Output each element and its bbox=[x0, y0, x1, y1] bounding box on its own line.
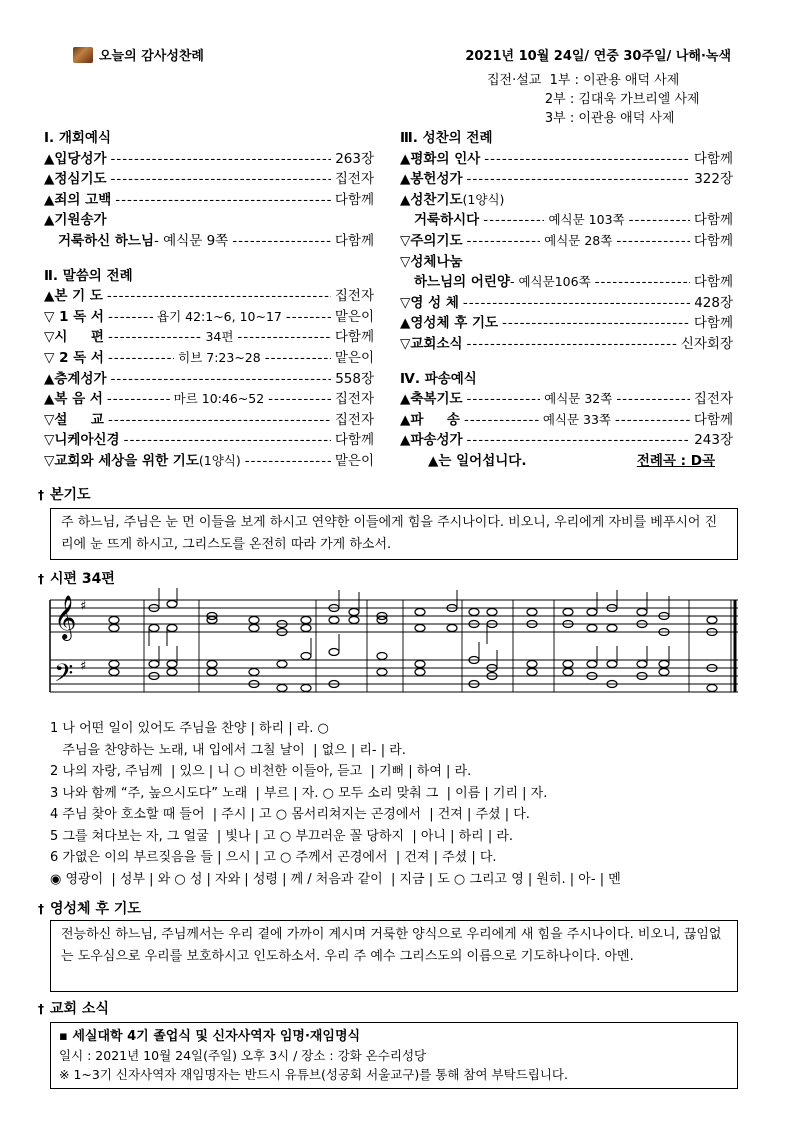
order-item: ▲영성체 후 기도 ----- 다함께 bbox=[400, 313, 733, 334]
svg-text:♯: ♯ bbox=[80, 659, 87, 674]
postcommunion-heading: † 영성체 후 기도 bbox=[38, 901, 141, 917]
bulletin-title: 오늘의 감사성찬례 bbox=[99, 49, 204, 64]
svg-text:𝄢: 𝄢 bbox=[54, 659, 74, 694]
order-item: ▽니케아신경 ----- 다함께 bbox=[44, 430, 374, 451]
presider-row-2: 2부 : 김대욱 가브리엘 사제 bbox=[487, 92, 700, 107]
order-item: ▽ 1 독 서 ----- 욥기 42:1~6, 10~17 ----- 맡은이 bbox=[44, 307, 374, 328]
order-item: ▲파 송 ----- 예식문 33쪽 ----- 다함께 bbox=[400, 410, 733, 431]
section-title-word: Ⅱ. 말씀의 전례 bbox=[44, 267, 133, 284]
order-item: 하느님의 어린양 - 예식문106쪽 ----- 다함께 bbox=[400, 272, 733, 293]
order-item: ▲죄의 고백 ----- 다함께 bbox=[44, 190, 374, 211]
order-item: ▲입당성가 ----- 263장 bbox=[44, 149, 374, 170]
section-title-dismissal: Ⅳ. 파송예식 bbox=[400, 370, 477, 387]
news-box bbox=[50, 1022, 738, 1089]
order-item: ▲봉헌성가 ----- 322장 bbox=[400, 169, 733, 190]
collect-heading: † 본기도 bbox=[38, 487, 91, 503]
dagger-icon: † bbox=[38, 1002, 44, 1016]
psalm-chant-score bbox=[44, 588, 744, 708]
news-heading: † 교회 소식 bbox=[38, 1001, 109, 1017]
psalm-verse: 2 나의 자랑, 주님께 | 있으 | 니 ○ 비천한 이들아, 듣고 | 기뻐 | 하여 | 라. bbox=[50, 764, 472, 779]
presider-row-1: 집전·설교 1부 : 이관용 애덕 사제 bbox=[487, 73, 680, 88]
altar-image-icon bbox=[73, 47, 93, 63]
order-item: ▲기원송가 bbox=[44, 212, 107, 229]
psalm-verse: 4 주님 찾아 호소할 때 들어 | 주시 | 고 ○ 몸서리쳐지는 곤경에서 | 건져 | 주셨 | 다. bbox=[50, 807, 530, 822]
order-item: ▽교회와 세상을 위한 기도 (1양식) ----- 맡은이 bbox=[44, 451, 374, 472]
order-item: ▽시 편 ----- 34편 ----- 다함께 bbox=[44, 327, 374, 348]
order-item: ▲평화의 인사 ----- 다함께 bbox=[400, 149, 733, 170]
order-item: ▲파송성가 ----- 243장 bbox=[400, 430, 733, 451]
psalm-heading: † 시편 34편 bbox=[38, 571, 115, 587]
dagger-icon: † bbox=[38, 488, 44, 502]
psalm-verse: 6 가엾은 이의 부르짖음을 들 | 으시 | 고 ○ 주께서 곤경에서 | 건져 | 주셨 | 다. bbox=[50, 850, 497, 865]
order-item: ▽교회소식 ----- 신자회장 bbox=[400, 334, 733, 355]
order-item: ▽ 2 독 서 ----- 히브 7:23~28 ----- 맡은이 bbox=[44, 348, 374, 369]
order-item: ▽주의기도 ----- 예식문 28쪽 ----- 다함께 bbox=[400, 231, 733, 252]
order-item: ▲복 음 서 ----- 마르 10:46~52 ----- 집전자 bbox=[44, 389, 374, 410]
order-item: ▲축복기도 ----- 예식문 32쪽 ----- 집전자 bbox=[400, 389, 733, 410]
order-item: ▲층계성가 ----- 558장 bbox=[44, 369, 374, 390]
order-item: ▽성체나눔 bbox=[400, 253, 463, 270]
order-item: ▽영 성 체 ----- 428장 bbox=[400, 293, 733, 314]
svg-text:♯: ♯ bbox=[80, 599, 87, 614]
section-title-eucharist: Ⅲ. 성찬의 전례 bbox=[400, 130, 493, 146]
order-footnote: ▲는 일어섭니다. 전례곡 : D곡 bbox=[428, 452, 715, 469]
news-item-line: 일시 : 2021년 10월 24일(주일) 오후 3시 / 장소 : 강화 온수리성당 bbox=[59, 1048, 427, 1063]
presider-row-3: 3부 : 이관용 애덕 사제 bbox=[487, 111, 675, 126]
presider-list bbox=[487, 71, 700, 128]
order-item: ▽설 교 ----- 집전자 bbox=[44, 410, 374, 431]
psalm-verse: 5 그를 쳐다보는 자, 그 얼굴 | 빛나 | 고 ○ 부끄러운 꼴 당하지 | 아니 | 하리 | 라. bbox=[50, 828, 514, 844]
news-item-title: ▪ 세실대학 4기 졸업식 및 신자사역자 임명·재임명식 bbox=[59, 1029, 361, 1044]
psalm-verse: 주님을 찬양하는 노래, 내 입에서 그칠 날이 | 없으 | 리- | 라. bbox=[50, 742, 406, 758]
dagger-icon: † bbox=[38, 902, 44, 916]
order-left-column bbox=[44, 128, 374, 472]
psalm-verse: 3 나와 함께 “주, 높으시도다” 노래 | 부르 | 자. ○ 모두 소리 맞춰 그 | 이름 | 기리 | 자. bbox=[50, 785, 548, 801]
order-item: ▲성찬기도 (1양식) bbox=[400, 191, 505, 208]
order-item: ▲정심기도 ----- 집전자 bbox=[44, 169, 374, 190]
order-item: 거룩하신 하느님 - 예식문 9쪽 ----- 다함께 bbox=[44, 231, 374, 252]
liturgical-date: 2021년 10월 24일/ 연중 30주일/ 나해·녹색 bbox=[465, 49, 731, 64]
collect-box: 주 하느님, 주님은 눈 먼 이들을 보게 하시고 연약한 이들에게 힘을 주시나이다. 비오니, 우리에게 자비를 베푸시어 진리에 눈 뜨게 하시고, 그리스도를 온전히 따라 가게 하소서. bbox=[50, 508, 738, 560]
order-item: 거룩하시다 ----- 예식문 103쪽 ----- 다함께 bbox=[400, 210, 733, 231]
svg-text:𝄞: 𝄞 bbox=[54, 595, 77, 639]
postcommunion-box: 전능하신 하느님, 주님께서는 우리 곁에 가까이 계시며 거룩한 양식으로 우리에게 새 힘을 주시나이다. 비오니, 끊임없는 도우심으로 우리를 보호하시고 인도하소서. 우리 주 예수 그리스도의 이름으로 기도하나이다. 아멘. bbox=[50, 920, 738, 992]
dagger-icon: † bbox=[38, 572, 44, 586]
order-right-column bbox=[400, 128, 733, 472]
psalm-verse: 1 나 어떤 일이 있어도 주님을 찬양 | 하리 | 라. ○ bbox=[50, 721, 329, 736]
order-item: ▲본 기 도 ----- 집전자 bbox=[44, 286, 374, 307]
psalm-gloria-patri: ◉ 영광이 | 성부 | 와 ○ 성 | 자와 | 성령 | 께 / 처음과 같이 | 지금 | 도 ○ 그리고 영 | 원히. | 아- | 멘 bbox=[50, 871, 621, 887]
news-item-line: ※ 1~3기 신자사역자 재임명자는 반드시 유튜브(성공회 서울교구)를 통해 참여 부탁드립니다. bbox=[59, 1067, 568, 1082]
psalm-verses bbox=[50, 718, 621, 890]
bulletin-header-left bbox=[73, 45, 204, 64]
section-title-opening: Ⅰ. 개회예식 bbox=[44, 130, 112, 146]
